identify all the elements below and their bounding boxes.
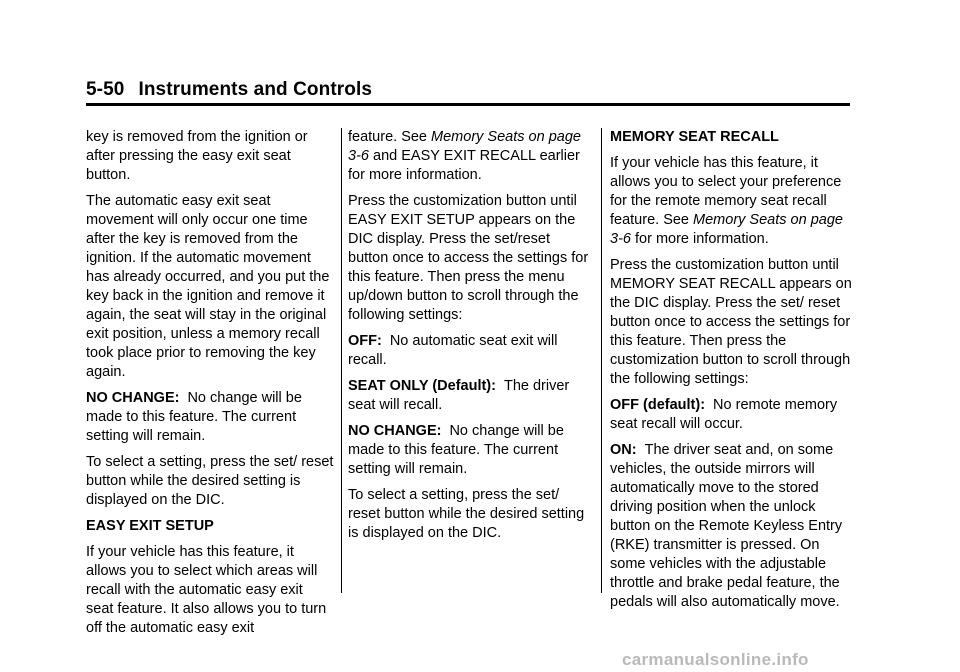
column-divider — [601, 128, 602, 593]
watermark: carmanualsonline.info — [622, 650, 809, 669]
term: NO CHANGE: — [86, 390, 180, 406]
definition-off-default — [610, 396, 856, 434]
column-2 — [348, 128, 592, 550]
column-3 — [610, 128, 856, 619]
definition-no-change — [86, 389, 334, 446]
definition-text: No change will be made to this feature. The current setting will remain. — [86, 390, 302, 444]
definition-text: The driver seat will recall. — [348, 378, 570, 413]
term: OFF (default): — [610, 397, 706, 413]
section-heading — [610, 128, 856, 147]
header-rule — [86, 103, 850, 106]
term: NO CHANGE: — [348, 423, 442, 439]
term: ON: — [610, 442, 637, 458]
section-heading — [86, 517, 334, 536]
heading-text: EASY EXIT SETUP — [86, 518, 214, 534]
paragraph: key is removed from the ignition or after pressing the easy exit seat button. — [86, 129, 308, 183]
paragraph — [348, 128, 592, 185]
section-title: Instruments and Controls — [138, 79, 373, 100]
cross-reference-link[interactable]: Memory Seats on page 3-6 — [610, 212, 843, 247]
text: feature. See — [348, 129, 427, 145]
column-1 — [86, 128, 334, 645]
definition-no-change — [348, 422, 592, 479]
definition-off — [348, 332, 592, 370]
text: for more information. — [635, 231, 769, 247]
page-number: 5-50 — [86, 79, 125, 100]
term: OFF: — [348, 333, 382, 349]
paragraph: If your vehicle has this feature, it allows you to select which areas will recall with the automatic easy exit seat feature. It also allows you to turn off the automatic easy exit — [86, 544, 327, 636]
heading-text: MEMORY SEAT RECALL — [610, 129, 779, 145]
paragraph: To select a setting, press the set/ reset button while the desired setting is displayed on the DIC. — [86, 454, 334, 508]
term: SEAT ONLY (Default): — [348, 378, 496, 394]
page-header — [86, 79, 372, 101]
definition-text: No automatic seat exit will recall. — [348, 333, 558, 368]
definition-seat-only — [348, 377, 592, 415]
text: If your vehicle has this feature, it allows you to select your preference for the remote memory seat recall feature. See — [610, 155, 842, 228]
paragraph — [610, 154, 856, 249]
cross-reference-link[interactable]: Memory Seats on page 3-6 — [348, 129, 581, 164]
column-divider — [341, 128, 342, 593]
paragraph: Press the customization button until MEMORY SEAT RECALL appears on the DIC display. Press the set/ reset button once to access the settings for this feature. Then press the customization button to scroll through the following settings: — [610, 257, 852, 387]
text: and EASY EXIT RECALL earlier for more information. — [348, 148, 580, 183]
paragraph: To select a setting, press the set/ reset button while the desired setting is displayed on the DIC. — [348, 487, 585, 541]
definition-text: No change will be made to this feature. The current setting will remain. — [348, 423, 564, 477]
definition-text: The driver seat and, on some vehicles, the outside mirrors will automatically move to the stored driving position when the unlock button on the Remote Keyless Entry (RKE) transmitter is pressed. On some vehicles with the adjustable throttle and brake pedal feature, the pedals will also automatically move. — [610, 442, 843, 610]
definition-text: No remote memory seat recall will occur. — [610, 397, 838, 432]
definition-on — [610, 441, 856, 612]
paragraph: Press the customization button until EASY EXIT SETUP appears on the DIC display. Press the set/reset button once to access the settings for this feature. Then press the menu up/down button to scroll through the following settings: — [348, 193, 589, 323]
paragraph: The automatic easy exit seat movement will only occur one time after the key is removed from the ignition. If the automatic movement has already occurred, and you put the key back in the ignition and remove it again, the seat will stay in the original exit position, unless a memory recall took place prior to removing the key again. — [86, 193, 330, 380]
